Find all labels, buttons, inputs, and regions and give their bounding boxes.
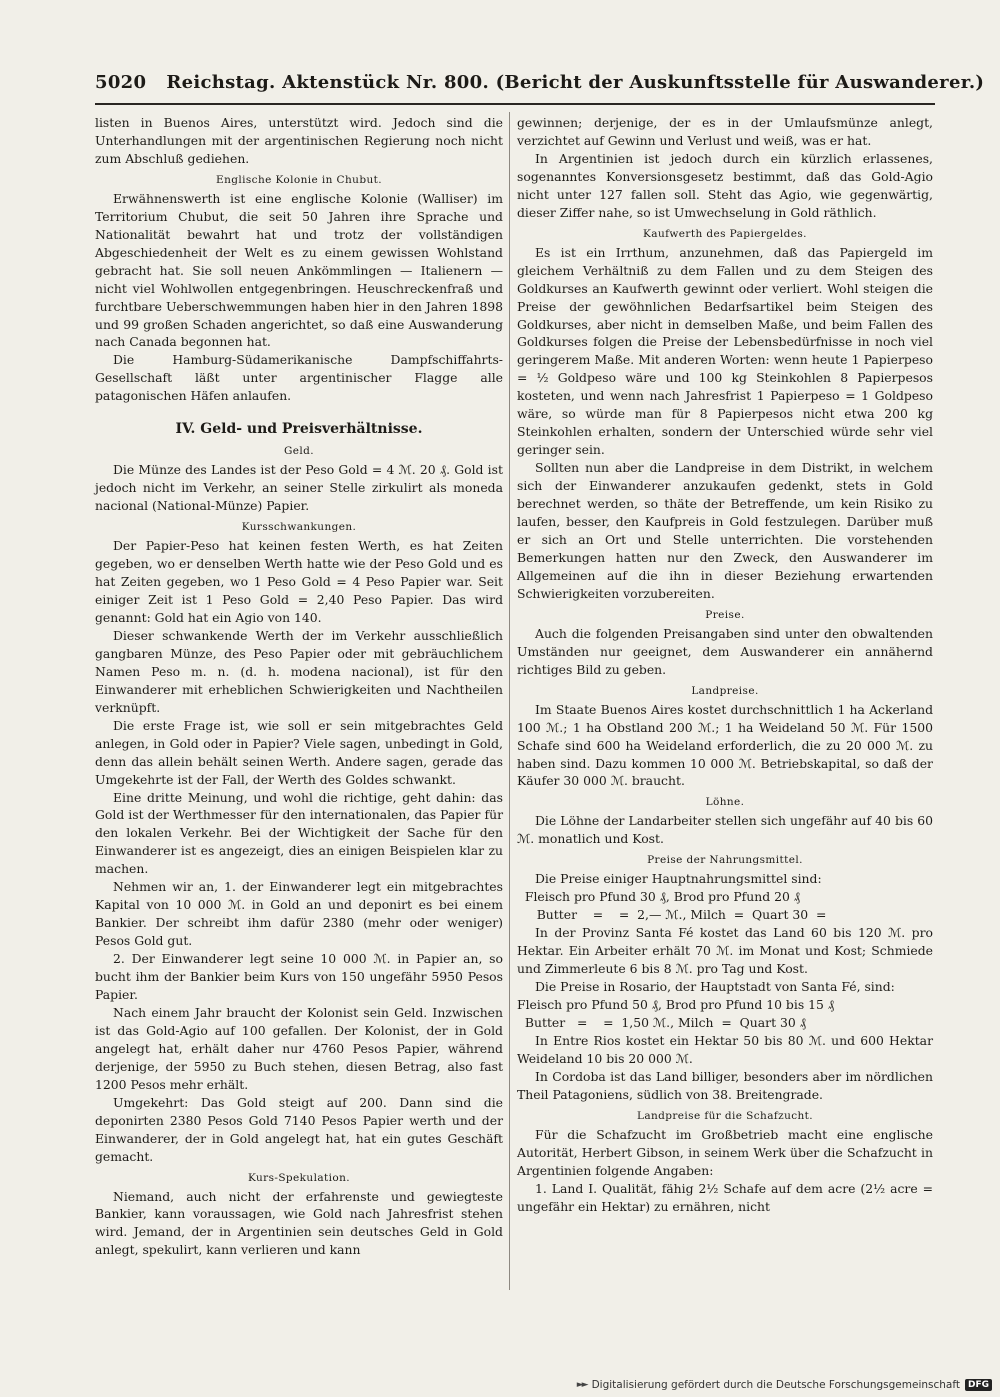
right-column <box>517 114 933 1215</box>
paragraph: 1. Land I. Qualität, fähig 2½ Schafe auf dem acre (2½ acre = ungefähr ein Hektar) zu ernähren, nicht <box>517 1180 933 1214</box>
page-header <box>95 72 985 93</box>
paragraph: Der Papier-Peso hat keinen festen Werth, es hat Zeiten gegeben, wo er denselben Werth hatte wie der Peso Gold und es hat Zeiten gegeben, wo 1 Peso Gold = 4 Peso Papier war. Seit einiger Zeit ist 1 Peso Gold = 2,40 Peso Papier. Das wird genannt: Gold hat ein Agio von 140. <box>95 538 503 625</box>
paragraph: Eine dritte Meinung, und wohl die richtige, geht dahin: das Gold ist der Werthmesser für den internationalen, das Papier für den lokalen Verkehr. Bei der Wichtigkeit der Sache für den Einwanderer ist es angezeigt, dies an einigen Beispielen klar zu machen. <box>95 789 503 877</box>
paragraph: Die erste Frage ist, wie soll er sein mitgebrachtes Geld anlegen, in Gold oder in Papier? Viele sagen, unbedingt in Gold, denn das allein behält seinen Werth. Andere sagen, gerade das Umgekehrte ist der Fall, der Werth des Goldes schwankt. <box>95 717 503 787</box>
paragraph: Auch die folgenden Preisangaben sind unter den obwaltenden Umständen nur geeignet, dem Auswanderer ein annähernd richtiges Bild zu geben. <box>517 625 933 677</box>
paragraph: Umgekehrt: Das Gold steigt auf 200. Dann sind die deponirten 2380 Pesos Gold 7140 Pesos Papier werth und der Einwanderer, der in Gold angelegt hat, hat ein gutes Geschäft gemacht. <box>95 1094 503 1164</box>
paragraph: Die Hamburg-Südamerikanische Dampfschiffahrts-Gesellschaft läßt unter argentinischer Flagge alle patagonischen Häfen anlaufen. <box>95 352 503 404</box>
subsection-heading: Landpreise für die Schafzucht. <box>636 1109 814 1122</box>
paragraph: Fleisch pro Pfund 50 ₰, Brod pro Pfund 10 bis 15 ₰ Butter = = 1,50 ℳ., Milch = Quart 30 ₰ <box>517 996 835 1030</box>
paragraph: In Entre Rios kostet ein Hektar 50 bis 80 ℳ. und 600 Hektar Weideland 10 bis 20 000 ℳ. <box>517 1032 933 1066</box>
paragraph: 2. Der Einwanderer legt seine 10 000 ℳ. in Papier an, so bucht ihm der Bankier beim Kurs von 150 ungefähr 5950 Pesos Papier. <box>95 951 503 1002</box>
page-number: 5020 <box>95 72 147 93</box>
subsection-heading: Landpreise. <box>691 684 759 697</box>
subsection-heading: Preise. <box>705 608 745 621</box>
paragraph: Fleisch pro Pfund 30 ₰, Brod pro Pfund 20 ₰ Butter = = 2,— ℳ., Milch = Quart 30 = <box>524 889 827 923</box>
paragraph: In Cordoba ist das Land billiger, besonders aber im nördlichen Theil Patagoniens, südlich von 38. Breitengrade. <box>517 1068 933 1102</box>
paragraph: Im Staate Buenos Aires kostet durchschnittlich 1 ha Ackerland 100 ℳ.; 1 ha Obstland 200 ℳ.; 1 ha Weideland 50 ℳ. Für 1500 Schafe sind 600 ha Weideland erforderlich, die zu 20 000 ℳ. zu haben sind. Dazu kommen 10 000 ℳ. Betriebskapital, so daß der Käufer 30 000 ℳ. braucht. <box>517 701 933 789</box>
paragraph: Niemand, auch nicht der erfahrenste und gewiegteste Bankier, kann voraussagen, wie Gold nach Jahresfrist stehen wird. Jemand, der in Argentinien sein deutsches Geld in Gold anlegt, spekulirt, kann verlieren und kann <box>95 1188 503 1258</box>
credit-text: Digitalisierung gefördert durch die Deutsche Forschungsgemeinschaft <box>591 1379 960 1391</box>
paragraph: Die Löhne der Landarbeiter stellen sich ungefähr auf 40 bis 60 ℳ. monatlich und Kost. <box>517 813 933 847</box>
paragraph: Die Münze des Landes ist der Peso Gold = 4 ℳ. 20 ₰. Gold ist jedoch nicht im Verkehr, an seiner Stelle zirkulirt als moneda nacional (National-Münze) Papier. <box>95 462 503 514</box>
subsection-heading: Löhne. <box>705 796 745 809</box>
paragraph: Für die Schafzucht im Großbetrieb macht eine englische Autorität, Herbert Gibson, in seinem Werk über die Schafzucht in Argentinien folgende Angaben: <box>517 1126 933 1178</box>
paragraph: listen in Buenos Aires, unterstützt wird. Jedoch sind die Unterhandlungen mit der argentinischen Regierung noch nicht zum Abschluß gediehen. <box>95 115 503 166</box>
paragraph: Es ist ein Irrthum, anzunehmen, daß das Papiergeld im gleichem Verhältniß zu dem Fallen und zu dem Steigen des Goldkurses an Kaufwerth gewinnt oder verliert. Wohl steigen die Preise der gewöhnlichen Bedarfsartikel beim Steigen des Goldkurses, aber nicht in demselben Maße, und beim Fallen des Goldkurses folgen die Preise der Lebensbedürfnisse in noch viel geringerem Maße. Mit anderen Worten: wenn heute 1 Papierpeso = ½ Goldpeso wäre und 100 kg Steinkohlen 8 Papierpesos kosteten, und wenn nach Jahresfrist 1 Papierpeso = 1 Goldpeso wäre, so würde man für 8 Papierpesos nicht etwa 200 kg Steinkohlen erhalten, sondern der Unterschied würde sehr viel geringer sein. <box>517 244 933 458</box>
header-rule <box>95 103 935 105</box>
section-heading: IV. Geld- und Preisverhältnisse. <box>175 421 423 438</box>
paragraph: Die Preise einiger Hauptnahrungsmittel sind: <box>535 871 822 887</box>
paragraph: Dieser schwankende Werth der im Verkehr ausschließlich gangbaren Münze, des Peso Papier oder mit gebräuchlichem Namen Peso m. n. (d. h. modena nacional), ist für den Einwanderer mit erheblichen Schwierigkeiten und Nachtheilen verknüpft. <box>95 627 503 715</box>
subsection-heading: Preise der Nahrungsmittel. <box>647 854 803 867</box>
subsection-heading: Geld. <box>283 445 315 458</box>
paragraph: Die Preise in Rosario, der Hauptstadt von Santa Fé, sind: <box>535 979 895 995</box>
column-divider <box>509 112 510 1290</box>
running-title: Reichstag. Aktenstück Nr. 800. (Bericht der Auskunftsstelle für Auswanderer.) <box>166 72 985 93</box>
paragraph: Erwähnenswerth ist eine englische Kolonie (Walliser) im Territorium Chubut, die seit 50 Jahren ihre Sprache und Nationalität bewahrt hat und trotz der vollständigen Abgeschiedenheit der Welt es zu einem gewissen Wohlstand gebracht hat. Sie soll neuen Ankömmlingen — Italienern — nicht viel Wohlwollen entgegenbringen. Heuschreckenfraß und furchtbare Ueberschwemmungen haben hier in den Jahren 1898 und 99 großen Schaden angerichtet, so daß eine Auswanderung nach Canada begonnen hat. <box>95 190 503 350</box>
digitization-credit <box>577 1379 992 1391</box>
subsection-heading: Kurs-Spekulation. <box>247 1171 350 1184</box>
paragraph: In Argentinien ist jedoch durch ein kürzlich erlassenes, sogenanntes Konversionsgesetz bestimmt, daß das Gold-Agio nicht unter 127 fallen soll. Steht das Agio, wie gegenwärtig, dieser Ziffer nahe, so ist Umwechselung in Gold räthlich. <box>517 150 933 220</box>
left-column <box>95 114 503 1259</box>
subsection-heading: Kursschwankungen. <box>241 521 357 534</box>
paragraph: In der Provinz Santa Fé kostet das Land 60 bis 120 ℳ. pro Hektar. Ein Arbeiter erhält 70 ℳ. im Monat und Kost; Schmiede und Zimmerleute 6 bis 8 ℳ. pro Tag und Kost. <box>517 925 933 977</box>
paragraph: Sollten nun aber die Landpreise in dem Distrikt, in welchem sich der Einwanderer anzukaufen gedenkt, stets in Gold berechnet werden, so thäte der Betreffende, um kein Risiko zu laufen, besser, den Kaufpreis in Gold festzulegen. Darüber muß er sich an Ort und Stelle unterrichten. Die vorstehenden Bemerkungen hatten nur den Zweck, den Auswanderer im Allgemeinen auf die ihn in dieser Beziehung erwartenden Schwierigkeiten vorzubereiten. <box>517 460 933 601</box>
forward-arrows-icon: ►► <box>576 1380 587 1390</box>
paragraph: Nehmen wir an, 1. der Einwanderer legt ein mitgebrachtes Kapital von 10 000 ℳ. in Gold an und deponirt es bei einem Bankier. Der schreibt ihm dafür 2380 (mehr oder weniger) Pesos Gold gut. <box>95 879 503 949</box>
subsection-heading: Kaufwerth des Papiergeldes. <box>643 227 807 240</box>
paragraph: Nach einem Jahr braucht der Kolonist sein Geld. Inzwischen ist das Gold-Agio auf 100 gefallen. Der Kolonist, der in Gold angelegt hat, erhält daher nur 4760 Pesos Papier, während derjenige, der 5950 zu Buch stehen, diesen Betrag, also fast 1200 Pesos mehr erhält. <box>95 1004 503 1092</box>
dfg-logo: DFG <box>965 1379 992 1391</box>
paragraph: gewinnen; derjenige, der es in der Umlaufsmünze anlegt, verzichtet auf Gewinn und Verlust und weiß, was er hat. <box>517 115 933 148</box>
subsection-heading: Englische Kolonie in Chubut. <box>216 173 382 186</box>
